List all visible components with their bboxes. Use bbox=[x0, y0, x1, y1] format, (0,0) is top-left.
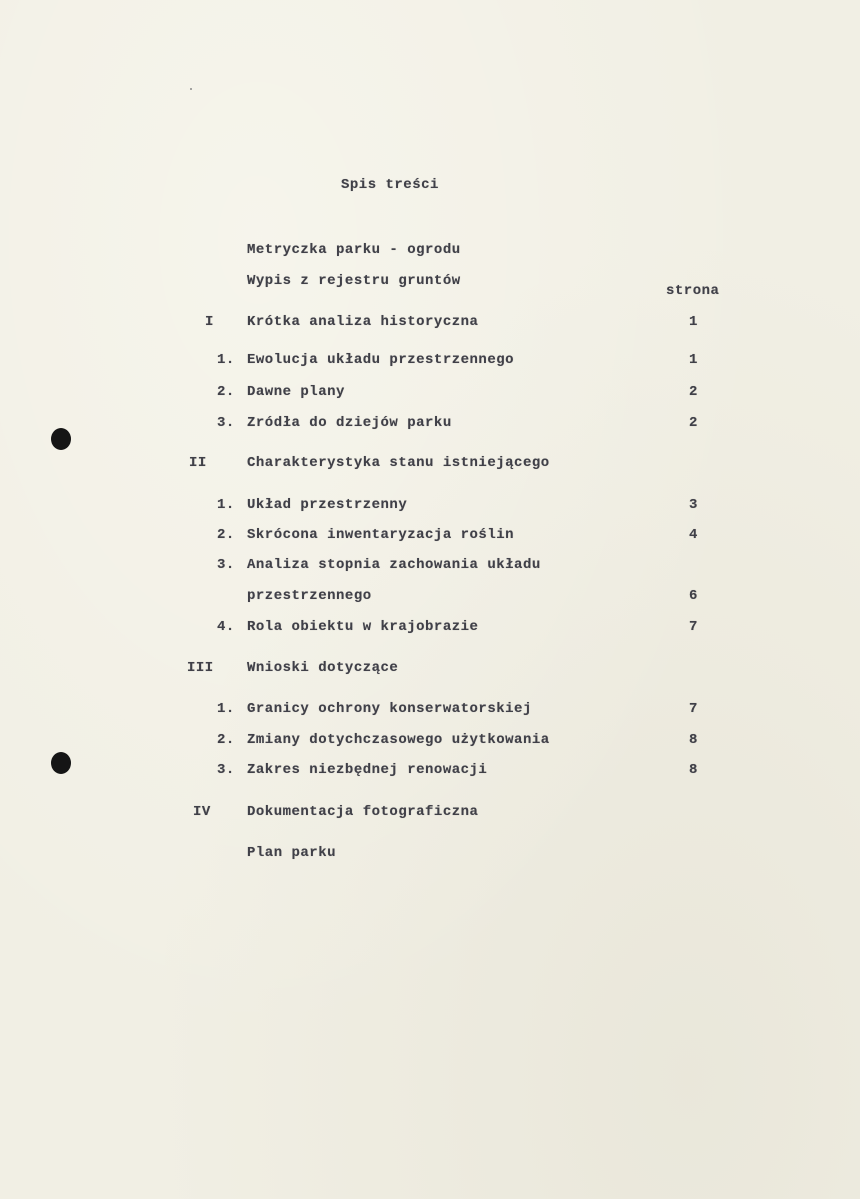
item-page: 7 bbox=[689, 619, 698, 635]
item-title: Zakres niezbędnej renowacji bbox=[247, 762, 488, 778]
paper-speck bbox=[190, 88, 192, 90]
item-number: 3. bbox=[217, 415, 235, 431]
section-title: Charakterystyka stanu istniejącego bbox=[247, 455, 550, 471]
item-page: 7 bbox=[689, 701, 698, 717]
section-numeral: III bbox=[187, 660, 214, 676]
item-number: 1. bbox=[217, 701, 235, 717]
item-title: Rola obiektu w krajobrazie bbox=[247, 619, 479, 635]
item-page: 8 bbox=[689, 732, 698, 748]
section-title: Dokumentacja fotograficzna bbox=[247, 804, 479, 820]
section-numeral: IV bbox=[193, 804, 211, 820]
item-number: 3. bbox=[217, 557, 235, 573]
item-page: 2 bbox=[689, 384, 698, 400]
punch-hole bbox=[51, 752, 71, 774]
item-title: Analiza stopnia zachowania układu bbox=[247, 557, 541, 573]
header-item-wypis: Wypis z rejestru gruntów bbox=[247, 273, 461, 289]
item-number: 2. bbox=[217, 732, 235, 748]
item-page: 2 bbox=[689, 415, 698, 431]
section-title: Wnioski dotyczące bbox=[247, 660, 399, 676]
section-numeral: II bbox=[189, 455, 207, 471]
item-number: 2. bbox=[217, 384, 235, 400]
footer-item-plan: Plan parku bbox=[247, 845, 337, 861]
item-title: Układ przestrzenny bbox=[247, 497, 408, 513]
item-number: 1. bbox=[217, 497, 235, 513]
item-title: Zródła do dziejów parku bbox=[247, 415, 452, 431]
header-item-metryczka: Metryczka parku - ogrodu bbox=[247, 242, 461, 258]
section-numeral: I bbox=[205, 314, 214, 330]
item-number: 4. bbox=[217, 619, 235, 635]
punch-hole bbox=[51, 428, 71, 450]
item-title-continuation: przestrzennego bbox=[247, 588, 372, 604]
item-page: 8 bbox=[689, 762, 698, 778]
item-title: Skrócona inwentaryzacja roślin bbox=[247, 527, 515, 543]
item-page: 6 bbox=[689, 588, 698, 604]
item-title: Granicy ochrony konserwatorskiej bbox=[247, 701, 532, 717]
page-title: Spis treści bbox=[341, 177, 439, 193]
item-number: 3. bbox=[217, 762, 235, 778]
item-title: Zmiany dotychczasowego użytkowania bbox=[247, 732, 550, 748]
page-column-label: strona bbox=[666, 283, 720, 299]
item-number: 2. bbox=[217, 527, 235, 543]
section-title: Krótka analiza historyczna bbox=[247, 314, 479, 330]
item-title: Ewolucja układu przestrzennego bbox=[247, 352, 515, 368]
item-title: Dawne plany bbox=[247, 384, 345, 400]
item-page: 3 bbox=[689, 497, 698, 513]
section-page: 1 bbox=[689, 314, 698, 330]
item-number: 1. bbox=[217, 352, 235, 368]
item-page: 1 bbox=[689, 352, 698, 368]
item-page: 4 bbox=[689, 527, 698, 543]
